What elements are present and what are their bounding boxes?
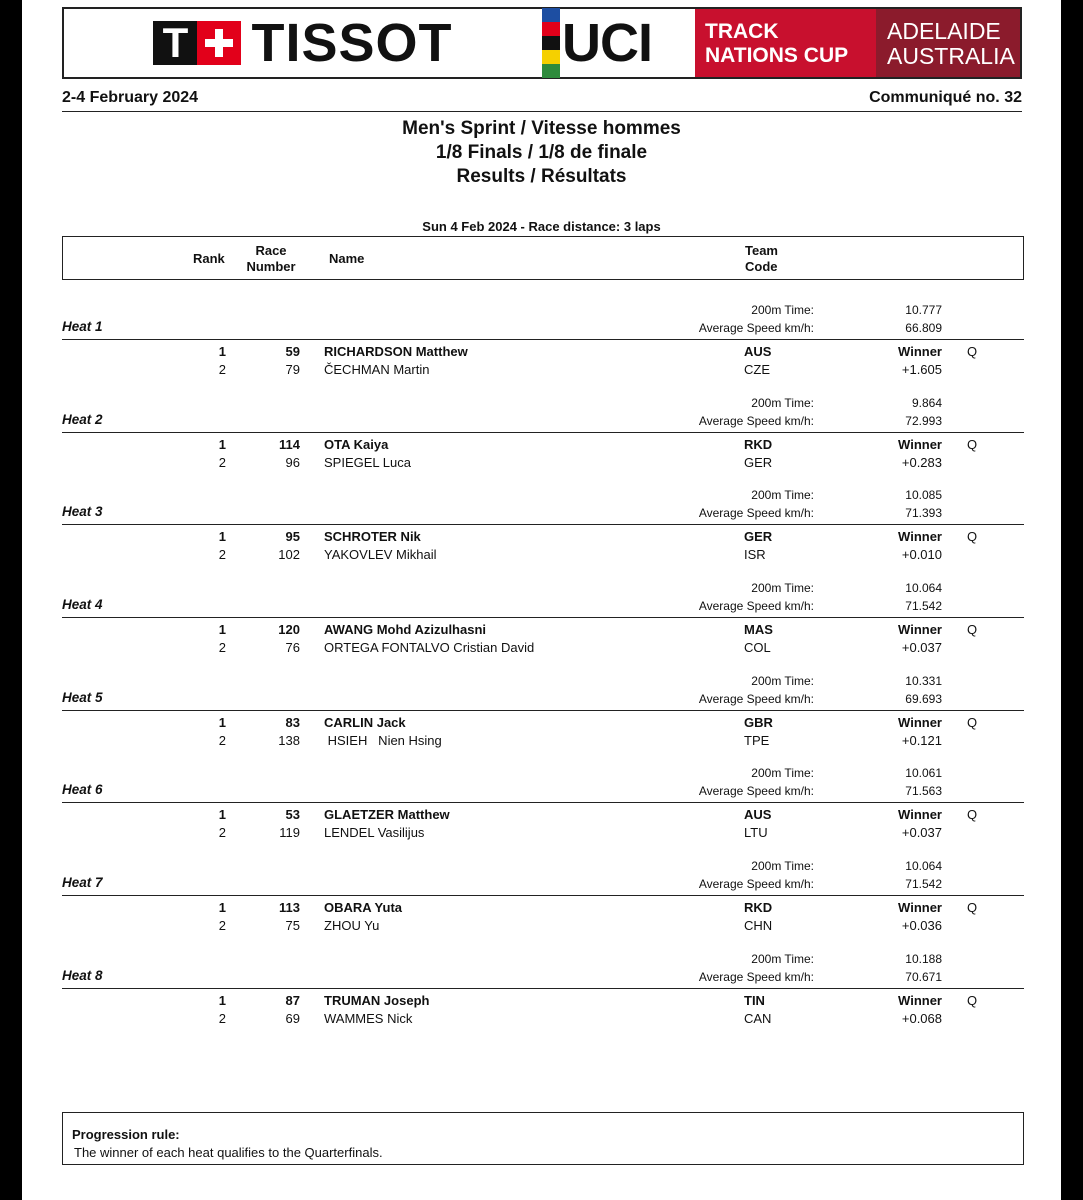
heat-time: 10.188 (905, 951, 942, 966)
rider-name: ZHOU Yu (324, 918, 380, 934)
rider-team-code: TPE (744, 732, 770, 748)
rider-team-code: MAS (744, 622, 773, 638)
table-row (62, 899, 1024, 917)
rider-rank: 1 (218, 529, 226, 545)
table-row (62, 806, 1024, 824)
heat-time: 10.331 (905, 673, 942, 688)
speed-label: Average Speed km/h: (698, 413, 814, 428)
rider-name: RICHARDSON Matthew (324, 344, 468, 359)
title-round: 1/8 Finals / 1/8 de finale (435, 142, 648, 163)
rider-rank: 2 (218, 918, 226, 934)
rider-team-code: CZE (744, 362, 770, 377)
rider-team-code: CAN (744, 1010, 772, 1026)
uci-logo (542, 9, 695, 77)
speed-label: Average Speed km/h: (698, 877, 814, 892)
rider-race-number: 102 (278, 547, 300, 563)
rider-result: +0.010 (901, 547, 942, 563)
time-label: 200m Time: (751, 859, 814, 874)
rider-name: WAMMES Nick (324, 1010, 413, 1026)
heat-name: Heat 3 (62, 504, 103, 520)
title-event: Men's Sprint / Vitesse hommes (402, 118, 681, 139)
heat-block (62, 671, 1024, 764)
heat-time: 10.085 (905, 488, 942, 503)
rider-name: OTA Kaiya (324, 436, 389, 452)
rider-result: Winner (898, 344, 942, 359)
rider-result: Winner (898, 529, 942, 545)
uci-stripe (542, 8, 560, 22)
heat-block (62, 856, 1024, 949)
rider-race-number: 138 (278, 732, 300, 748)
rider-team-code: ISR (744, 547, 766, 563)
speed-label: Average Speed km/h: (698, 321, 814, 335)
table-row (62, 343, 1024, 361)
col-team-code (745, 243, 778, 275)
rider-race-number: 87 (285, 992, 300, 1008)
uci-wordmark: UCI (562, 13, 652, 73)
qualified-badge: Q (967, 714, 978, 730)
rider-team-code: AUS (744, 344, 772, 359)
rider-race-number: 69 (285, 1010, 300, 1026)
speed-label: Average Speed km/h: (698, 969, 814, 984)
heat-time: 10.064 (905, 581, 942, 596)
rider-rank: 1 (218, 344, 226, 359)
heat-name: Heat 5 (62, 689, 103, 705)
heat-name: Heat 2 (62, 411, 103, 427)
rider-name: AWANG Mohd Azizulhasni (324, 622, 487, 638)
rider-team-code: AUS (744, 807, 772, 823)
progression-text: The winner of each heat qualifies to the Quarterfinals. (74, 1145, 383, 1160)
col-race-line1: Race (255, 243, 287, 258)
rider-rank: 1 (218, 900, 226, 916)
time-label: 200m Time: (751, 581, 814, 596)
heat-divider (62, 524, 1024, 525)
tissot-wordmark: TISSOT (251, 13, 453, 73)
rider-rank: 2 (218, 825, 226, 841)
rider-name: LENDEL Vasilijus (324, 825, 425, 841)
time-label: 200m Time: (751, 488, 814, 503)
rider-name: TRUMAN Joseph (324, 992, 430, 1008)
document-page (22, 0, 1061, 1200)
rider-result: Winner (898, 900, 942, 916)
heat-divider (62, 710, 1024, 711)
heat-divider (62, 988, 1024, 989)
rider-race-number: 59 (285, 344, 300, 359)
rider-result: Winner (898, 992, 942, 1008)
race-info: Sun 4 Feb 2024 - Race distance: 3 laps (422, 219, 661, 234)
rider-race-number: 95 (285, 529, 300, 545)
event-name-line1: TRACK (705, 20, 779, 43)
speed-label: Average Speed km/h: (698, 599, 814, 614)
heat-divider (62, 432, 1024, 433)
rider-result: +0.036 (901, 918, 942, 934)
qualified-badge: Q (967, 807, 978, 823)
progression-title: Progression rule: (72, 1127, 180, 1142)
rider-result: Winner (898, 436, 942, 452)
time-label: 200m Time: (751, 766, 814, 781)
rider-result: +1.605 (901, 362, 942, 377)
heat-divider (62, 802, 1024, 803)
table-row (62, 361, 1024, 379)
heat-speed: 72.993 (905, 413, 942, 428)
table-row (62, 454, 1024, 472)
heat-speed: 69.693 (905, 691, 942, 706)
rider-name: ORTEGA FONTALVO Cristian David (324, 640, 535, 656)
rider-name: ČECHMAN Martin (324, 362, 430, 377)
communique-number: Communiqué no. 32 (869, 89, 1022, 106)
rider-race-number: 75 (285, 918, 300, 934)
tissot-logo (64, 9, 542, 77)
uci-stripe (542, 22, 560, 36)
col-rank: Rank (193, 251, 225, 266)
rider-team-code: GER (744, 529, 773, 545)
rider-rank: 2 (218, 547, 226, 563)
speed-label: Average Speed km/h: (698, 784, 814, 799)
rider-team-code: TIN (744, 992, 765, 1008)
rider-race-number: 119 (279, 825, 300, 841)
rider-name: SCHROTER Nik (324, 529, 421, 545)
col-team-line2: Code (745, 259, 778, 274)
heat-speed: 71.542 (905, 877, 942, 892)
heat-speed: 70.671 (905, 969, 942, 984)
heat-block (62, 949, 1024, 1042)
progression-rule-box (62, 1112, 1024, 1165)
table-row (62, 528, 1024, 546)
table-row (62, 824, 1024, 842)
speed-label: Average Speed km/h: (698, 506, 814, 521)
heat-block (62, 485, 1024, 578)
uci-stripe (542, 64, 560, 78)
table-row (62, 732, 1024, 750)
rider-team-code: RKD (744, 900, 773, 916)
heat-name: Heat 7 (62, 875, 103, 891)
time-label: 200m Time: (751, 303, 814, 317)
rider-race-number: 96 (285, 454, 300, 470)
rider-team-code: COL (744, 640, 771, 656)
tissot-mark (153, 21, 241, 65)
qualified-badge: Q (967, 622, 978, 638)
rider-team-code: RKD (744, 436, 773, 452)
qualified-badge: Q (967, 529, 978, 545)
heat-speed: 66.809 (905, 321, 942, 335)
rider-result: Winner (898, 714, 942, 730)
rider-rank: 2 (218, 1010, 226, 1026)
table-row (62, 714, 1024, 732)
table-row (62, 639, 1024, 657)
rider-race-number: 120 (278, 622, 300, 638)
heat-divider (62, 339, 1024, 340)
rider-name: GLAETZER Matthew (324, 807, 450, 823)
event-name-block (695, 9, 876, 77)
rider-rank: 2 (218, 454, 226, 470)
event-city: ADELAIDE (887, 18, 1001, 44)
header-banner (62, 7, 1022, 79)
table-row (62, 436, 1024, 454)
event-country: AUSTRALIA (887, 43, 1015, 69)
rider-rank: 2 (218, 732, 226, 748)
rider-race-number: 79 (285, 362, 300, 377)
rider-name: HSIEH Nien Hsing (324, 732, 442, 748)
rider-team-code: GBR (744, 714, 773, 730)
heat-block (62, 300, 1024, 393)
heat-name: Heat 8 (62, 967, 103, 983)
rider-team-code: GER (744, 454, 773, 470)
heat-block (62, 763, 1024, 856)
tissot-t-icon: T (153, 21, 197, 65)
qualified-badge: Q (967, 436, 978, 452)
rider-result: Winner (898, 622, 942, 638)
heat-block (62, 578, 1024, 671)
uci-stripe (542, 36, 560, 50)
rider-name: OBARA Yuta (324, 900, 403, 916)
rider-race-number: 114 (279, 436, 300, 452)
rider-name: CARLIN Jack (324, 714, 406, 730)
rider-rank: 1 (218, 992, 226, 1008)
rider-rank: 2 (218, 640, 226, 656)
table-row (62, 546, 1024, 564)
heat-time: 9.864 (911, 395, 942, 410)
heat-speed: 71.542 (905, 599, 942, 614)
heat-name: Heat 1 (62, 319, 103, 334)
col-name: Name (329, 251, 365, 266)
heat-time: 10.061 (905, 766, 942, 781)
heat-speed: 71.393 (905, 506, 942, 521)
heat-block (62, 393, 1024, 486)
swiss-cross-icon (197, 21, 241, 65)
table-row (62, 992, 1024, 1010)
rider-rank: 1 (218, 622, 226, 638)
time-label: 200m Time: (751, 673, 814, 688)
info-line (62, 89, 1022, 107)
rider-race-number: 76 (285, 640, 300, 656)
info-divider (62, 111, 1022, 112)
rider-rank: 1 (218, 436, 226, 452)
event-location-block (876, 9, 1020, 77)
rider-race-number: 113 (279, 900, 300, 916)
uci-stripe (542, 50, 560, 64)
time-label: 200m Time: (751, 395, 814, 410)
col-race-number (243, 243, 299, 275)
table-row (62, 917, 1024, 935)
rider-name: SPIEGEL Luca (324, 454, 411, 470)
rider-rank: 2 (218, 362, 226, 377)
heat-time: 10.777 (905, 303, 942, 317)
rider-rank: 1 (218, 714, 226, 730)
rider-race-number: 53 (285, 807, 300, 823)
col-team-line1: Team (745, 243, 778, 258)
event-name-line2: NATIONS CUP (705, 44, 849, 67)
table-row (62, 621, 1024, 639)
rider-race-number: 83 (285, 714, 300, 730)
table-row (62, 1010, 1024, 1028)
document-titles (22, 117, 1061, 189)
rider-rank: 1 (218, 807, 226, 823)
heat-divider (62, 617, 1024, 618)
column-header (62, 236, 1024, 280)
rider-result: +0.068 (901, 1010, 942, 1026)
speed-label: Average Speed km/h: (698, 691, 814, 706)
event-dates: 2-4 February 2024 (62, 89, 199, 106)
title-results: Results / Résultats (456, 166, 627, 187)
rider-result: +0.283 (901, 454, 942, 470)
heat-name: Heat 6 (62, 782, 103, 798)
heat-speed: 71.563 (905, 784, 942, 799)
qualified-badge: Q (967, 992, 978, 1008)
rider-result: +0.121 (901, 732, 942, 748)
rider-team-code: LTU (744, 825, 768, 841)
heats-list (62, 300, 1024, 1042)
heat-name: Heat 4 (62, 597, 103, 613)
col-race-line2: Number (246, 259, 296, 274)
heat-divider (62, 895, 1024, 896)
rider-result: Winner (898, 807, 942, 823)
uci-rainbow-stripes-icon (542, 8, 560, 78)
qualified-badge: Q (967, 900, 978, 916)
rider-result: +0.037 (901, 825, 942, 841)
rider-result: +0.037 (901, 640, 942, 656)
heat-time: 10.064 (905, 859, 942, 874)
rider-team-code: CHN (744, 918, 773, 934)
rider-name: YAKOVLEV Mikhail (324, 547, 437, 563)
qualified-badge: Q (967, 344, 978, 359)
time-label: 200m Time: (751, 951, 814, 966)
